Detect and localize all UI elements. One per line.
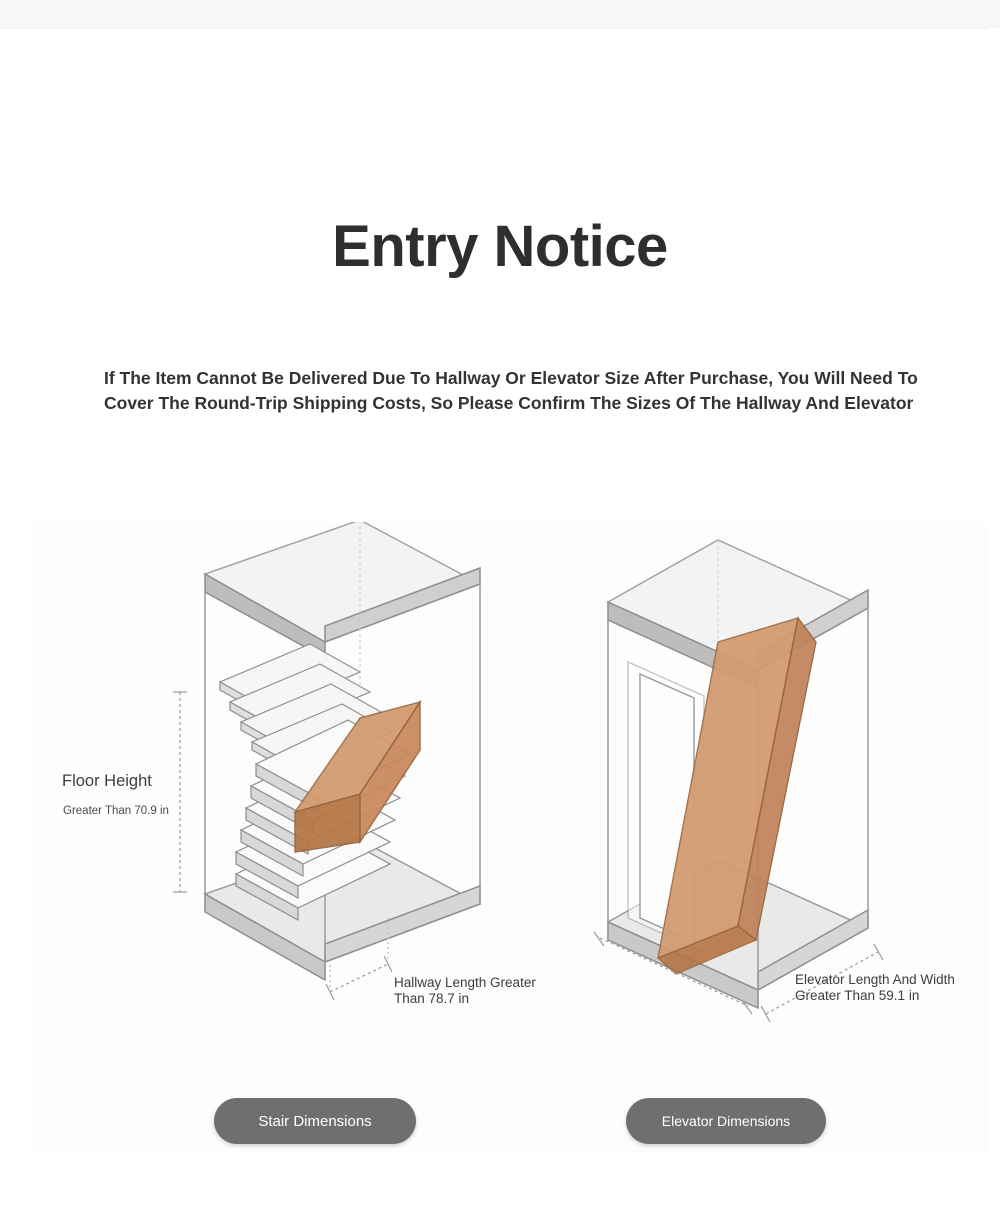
elevator-dimensions-label: Elevator Dimensions <box>661 1113 791 1129</box>
floor-height-value: Greater Than 70.9 in <box>63 805 169 817</box>
elevator-diagram-svg <box>508 522 988 1152</box>
stair-dimensions-button[interactable] <box>214 1098 416 1144</box>
stair-diagram-svg <box>30 522 510 1152</box>
illustration-area <box>30 522 988 1152</box>
elevator-dimensions-button[interactable] <box>626 1098 826 1144</box>
floor-height-label: Floor Height <box>62 772 152 790</box>
elevator-diagram <box>508 522 988 1152</box>
hallway-length-label: Hallway Length Greater Than 78.7 in <box>394 975 536 1006</box>
top-strip-inner <box>0 0 988 29</box>
notice-paragraph: If The Item Cannot Be Delivered Due To Hallway Or Elevator Size After Purchase, You Will Need To Cover The Round-Trip Shipping Costs, So Please Confirm The Sizes Of The Hallway And Elevator <box>104 368 918 413</box>
elevator-size-label: Elevator Length And Width Greater Than 59.1 in <box>795 972 955 1003</box>
page-title: Entry Notice <box>332 214 668 279</box>
stair-diagram <box>30 522 510 1152</box>
top-strip <box>0 0 1000 28</box>
stair-dimensions-label: Stair Dimensions <box>258 1112 372 1130</box>
